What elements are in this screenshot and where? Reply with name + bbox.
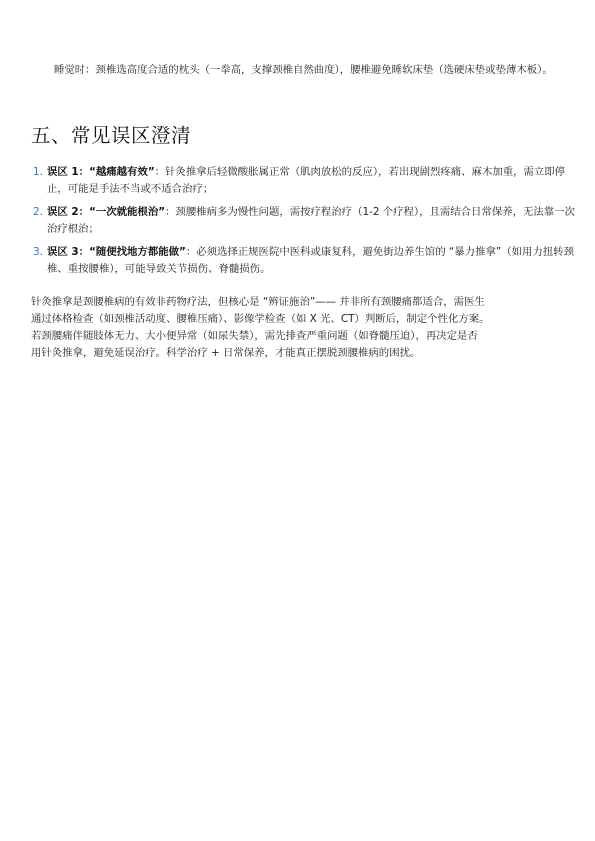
- list-number: 1.: [33, 166, 43, 178]
- misconception-text: ：针灸推拿后轻微酸胀属正常（肌肉放松的反应），若出现剧烈疼痛、麻木加重，需立即停止，可能是手法不当或不适合治疗；: [47, 166, 566, 195]
- misconception-label: 误区 3：: [47, 246, 90, 258]
- list-number: 3.: [33, 246, 43, 258]
- list-item: [31, 204, 583, 238]
- sleep-advice-paragraph: 睡觉时：颈椎选高度合适的枕头（一拳高，支撑颈椎自然曲度），腰椎避免睡软床垫（选硬床垫或垫薄木板）。: [54, 64, 553, 76]
- list-item: [31, 164, 583, 198]
- misconception-label: 误区 1：: [47, 166, 90, 178]
- summary-line: 若颈腰痛伴随肢体无力、大小便异常（如尿失禁），需先排查严重问题（如脊髓压迫），再决定是否: [31, 330, 478, 342]
- misconception-quote: “随便找地方都能做”: [89, 246, 186, 258]
- misconception-list: [31, 164, 583, 284]
- section-heading: 五、常见误区澄清: [31, 124, 192, 147]
- misconception-quote: “越痛越有效”: [89, 166, 155, 178]
- summary-paragraph: [31, 294, 571, 362]
- summary-line: 用针灸推拿，避免延误治疗。科学治疗 + 日常保养，才能真正摆脱颈腰椎病的困扰。: [31, 347, 421, 359]
- summary-line: 针灸推拿是颈腰椎病的有效非药物疗法，但核心是 “辨证施治”—— 并非所有颈腰痛都适合，需医生: [31, 296, 485, 308]
- misconception-quote: “一次就能根治”: [89, 206, 166, 218]
- misconception-text: ：必须选择正规医院中医科或康复科，避免街边养生馆的 “暴力推拿”（如用力扭转颈椎、重按腰椎），可能导致关节损伤、脊髓损伤。: [47, 246, 574, 275]
- list-number: 2.: [33, 206, 43, 218]
- summary-line: 通过体格检查（如颈椎活动度、腰椎压痛）、影像学检查（如 X 光、CT）判断后，制定个性化方案。: [31, 313, 490, 325]
- misconception-label: 误区 2：: [47, 206, 90, 218]
- list-item: [31, 244, 583, 278]
- misconception-text: ：颈腰椎病多为慢性问题，需按疗程治疗（1-2 个疗程），且需结合日常保养，无法靠一次治疗根治；: [47, 206, 575, 235]
